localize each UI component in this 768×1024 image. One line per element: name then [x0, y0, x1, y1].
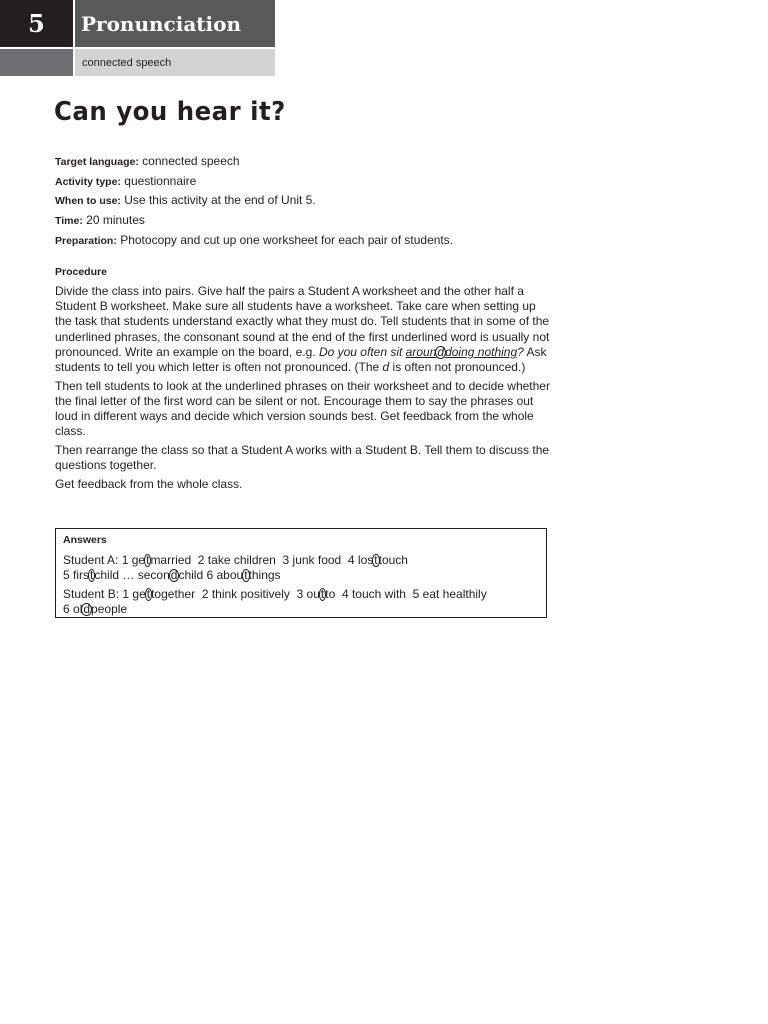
activity-type-row: [55, 172, 453, 192]
activity-info: [55, 152, 453, 251]
answer-text: together: [151, 586, 196, 601]
answer-text: 2 think positively: [201, 586, 290, 601]
answer-number: 5: [63, 568, 74, 583]
preparation-value: Photocopy and cut up one worksheet for each pair of students.: [120, 232, 454, 247]
answer-text: …: [119, 568, 138, 583]
time-label: Time:: [55, 215, 83, 228]
answer-number: 1: [121, 553, 132, 568]
example-underlined-text: aroun: [405, 344, 437, 359]
answer-text: firs: [73, 568, 90, 583]
answers-box: [55, 528, 547, 618]
when-to-use-value: Use this activity at the end of Unit 5.: [124, 193, 316, 208]
answer-text: ge: [131, 553, 146, 568]
procedure-paragraph-2: Then tell students to look at the underlined phrases on their worksheet and to decide whether the final letter of the first word can be silent or not. Encourage them to say the phrases out loud in different ways and decide which version sounds best. Get feedback from the whole class.: [55, 378, 550, 439]
answer-text: child: [178, 568, 204, 583]
unit-number-badge: 5: [0, 0, 73, 47]
student-b-label: Student B:: [63, 586, 123, 601]
circled-letter: t: [90, 568, 94, 583]
answer-text: people: [91, 601, 128, 616]
circled-letter: t: [146, 586, 151, 601]
answers-heading: Answers: [63, 534, 107, 546]
circled-letter: t: [244, 568, 248, 583]
answer-text: abou: [216, 568, 244, 583]
example-sentence: [319, 345, 524, 359]
preparation-row: [55, 231, 453, 251]
time-value: 20 minutes: [86, 213, 145, 228]
answer-text: married: [150, 553, 192, 568]
activity-type-label: Activity type:: [55, 175, 121, 188]
circled-letter: d: [437, 344, 445, 359]
when-to-use-label: When to use:: [55, 195, 121, 208]
circled-letter: t: [320, 586, 325, 601]
example-question-mark: ?: [517, 344, 524, 359]
answer-text: los: [357, 553, 374, 568]
example-underlined: [406, 345, 517, 359]
answer-text: ge: [132, 586, 146, 601]
answer-text: to: [325, 586, 336, 601]
circled-letter: t: [146, 553, 150, 568]
example-underlined-text: nothing: [477, 344, 518, 359]
activity-type-value: questionnaire: [124, 173, 197, 188]
answer-text: secon: [137, 568, 170, 583]
example-underlined-text: doing: [445, 344, 475, 359]
answer-text: child: [94, 568, 120, 583]
answer-number: 3: [296, 586, 307, 601]
answer-number: 6: [206, 568, 217, 583]
procedure-text: [55, 284, 555, 496]
section-title: Pronunciation: [75, 0, 275, 47]
procedure-text-part: Divide the class into pairs. Give half the pairs a Student A worksheet and the other half a Student B worksheet. Make sure all students have a worksheet. Take care when setting up the task that students understand exactly what they must do. Tell students that in some of the underlined phrases, the consonant sound at the end of the first underlined word is usually not pronounced. Write an example on the board, e.g.: [55, 284, 550, 359]
target-language-label: Target language:: [55, 156, 139, 168]
procedure-heading: Procedure: [55, 266, 107, 278]
time-row: [55, 211, 453, 231]
student-a-label: Student A:: [63, 553, 122, 568]
answer-number: 4: [347, 553, 358, 568]
circled-letter: d: [170, 568, 178, 583]
page-title: Can you hear it?: [54, 97, 286, 127]
circled-letter: t: [374, 553, 378, 568]
when-to-use-row: [55, 191, 453, 211]
answer-text: ol: [73, 601, 83, 616]
target-language-row: [55, 152, 453, 172]
section-subtitle: connected speech: [75, 49, 275, 76]
procedure-paragraph-1: [55, 284, 555, 375]
student-b-answers: [63, 587, 539, 617]
answer-text: 2 take children: [197, 553, 276, 568]
example-text: Do you often sit: [318, 344, 406, 359]
circled-letter: d: [83, 601, 91, 616]
preparation-label: Preparation:: [55, 234, 117, 247]
answer-text: 5 eat healthily: [412, 586, 487, 601]
answer-text: ou: [306, 586, 320, 601]
answer-text: 3 junk food: [282, 553, 342, 568]
procedure-text-part: Ask students to tell you which letter is often not pronounced. (The: [55, 344, 547, 375]
answer-number: 6: [63, 601, 74, 616]
target-language-value: connected speech: [142, 154, 240, 168]
answer-number: 1: [122, 586, 133, 601]
answer-text: 4 touch with: [341, 586, 406, 601]
answer-text: things: [248, 568, 281, 583]
procedure-paragraph-4: Get feedback from the whole class.: [55, 476, 243, 491]
student-a-answers: [63, 553, 539, 583]
italic-letter: d: [382, 360, 390, 375]
procedure-paragraph-3: Then rearrange the class so that a Student A works with a Student B. Tell them to discuss the questions together.: [55, 443, 550, 473]
answer-text: touch: [378, 553, 408, 568]
procedure-text-part: is often not pronounced.): [389, 360, 526, 375]
header-gray-block: [0, 49, 73, 76]
